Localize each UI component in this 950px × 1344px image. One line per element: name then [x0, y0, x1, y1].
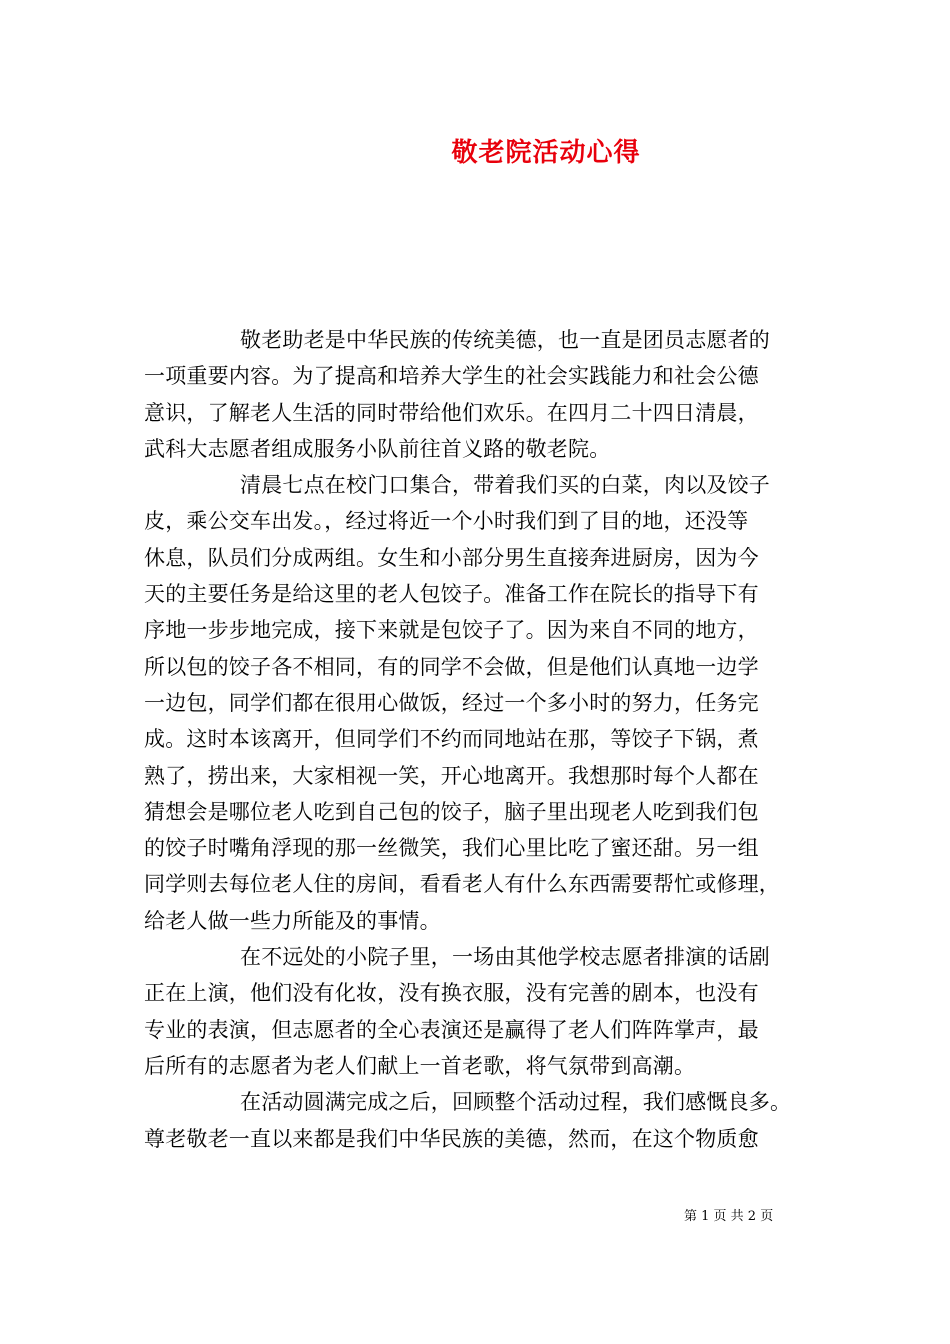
paragraph-line: 休息，队员们分成两组。女生和小部分男生直接奔进厨房，因为今	[144, 545, 759, 570]
paragraph-line: 后所有的志愿者为老人们献上一首老歌，将气氛带到高潮。	[144, 1053, 696, 1078]
document-title: 敬老院活动心得	[451, 138, 641, 168]
paragraph-line: 所以包的饺子各不相同，有的同学不会做，但是他们认真地一边学	[144, 654, 759, 679]
paragraph-line: 尊老敬老一直以来都是我们中华民族的美德，然而，在这个物质愈	[144, 1126, 759, 1151]
paragraph-line: 意识，了解老人生活的同时带给他们欢乐。在四月二十四日清晨，	[144, 400, 759, 425]
paragraph-line: 在活动圆满完成之后，回顾整个活动过程，我们感慨良多。	[240, 1090, 792, 1115]
page-footer: 第 1 页 共 2 页	[684, 1209, 774, 1224]
paragraph-line: 专业的表演，但志愿者的全心表演还是赢得了老人们阵阵掌声，最	[144, 1017, 759, 1042]
paragraph-line: 武科大志愿者组成服务小队前往首义路的敬老院。	[144, 436, 611, 461]
paragraph-line: 天的主要任务是给这里的老人包饺子。准备工作在院长的指导下有	[144, 582, 759, 607]
paragraph-line: 在不远处的小院子里，一场由其他学校志愿者排演的话剧	[240, 945, 770, 970]
paragraph-line: 一项重要内容。为了提高和培养大学生的社会实践能力和社会公德	[144, 364, 759, 389]
paragraph-line: 熟了，捞出来，大家相视一笑，开心地离开。我想那时每个人都在	[144, 763, 759, 788]
paragraph-line: 正在上演，他们没有化妆，没有换衣服，没有完善的剧本，也没有	[144, 981, 759, 1006]
paragraph-line: 给老人做一些力所能及的事情。	[144, 908, 441, 933]
paragraph-line: 的饺子时嘴角浮现的那一丝微笑，我们心里比吃了蜜还甜。另一组	[144, 836, 759, 861]
paragraph-line: 一边包，同学们都在很用心做饭，经过一个多小时的努力，任务完	[144, 690, 759, 715]
paragraph-line: 同学则去每位老人住的房间，看看老人有什么东西需要帮忙或修理，	[144, 872, 780, 897]
paragraph-line: 清晨七点在校门口集合，带着我们买的白菜，肉以及饺子	[240, 473, 770, 498]
paragraph-line: 皮，乘公交车出发。，经过将近一个小时我们到了目的地，还没等	[144, 509, 749, 534]
paragraph-line: 成。这时本该离开，但同学们不约而同地站在那，等饺子下锅，煮	[144, 727, 759, 752]
paragraph-line: 序地一步步地完成，接下来就是包饺子了。因为来自不同的地方，	[144, 618, 759, 643]
paragraph-line: 敬老助老是中华民族的传统美德，也一直是团员志愿者的	[240, 328, 770, 352]
document-body	[144, 322, 819, 1157]
paragraph-line: 猜想会是哪位老人吃到自己包的饺子，脑子里出现老人吃到我们包	[144, 799, 759, 824]
